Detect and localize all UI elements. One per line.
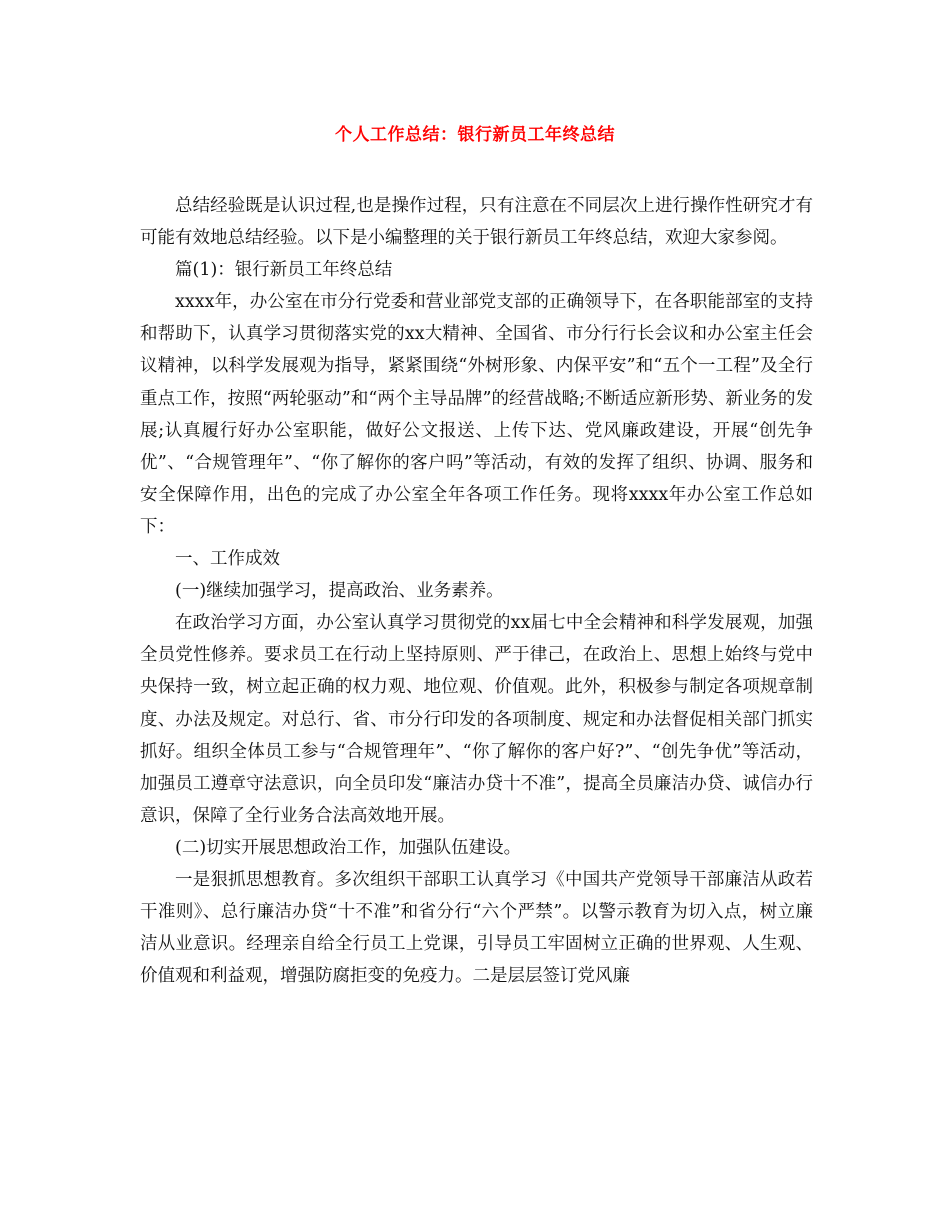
paragraph-overview: xxxx年，办公室在市分行党委和营业部党支部的正确领导下，在各职能部室的支持和帮助下，认真学习贯彻落实党的xx大精神、全国省、市分行行长会议和办公室主任会议精神，以科学发展观为指导，紧紧围绕“外树形象、内保平安”和“五个一工程”及全行重点工作，按照“两轮驱动”和“两个主导品牌”的经营战略;不断适应新形势、新业务的发展;认真履行好办公室职能，做好公文报送、上传下达、党风廉政建设，开展“创先争优”、“合规管理年”、“你了解你的客户吗”等活动，有效的发挥了组织、协调、服务和安全保障作用，出色的完成了办公室全年各项工作任务。现将xxxx年办公室工作总如下：: [140, 292, 813, 537]
section-heading: 一、工作成效: [175, 549, 280, 570]
paragraph-intro: 总结经验既是认识过程,也是操作过程，只有注意在不同层次上进行操作性研究才有可能有效地总结经验。以下是小编整理的关于银行新员工年终总结，欢迎大家参阅。: [140, 196, 813, 249]
document-body: [140, 190, 813, 992]
subsection-heading: (二)切实开展思想政治工作，加强队伍建设。: [175, 837, 522, 858]
section-heading: 篇(1)：银行新员工年终总结: [175, 260, 393, 281]
document-title: 个人工作总结：银行新员工年终总结: [335, 125, 615, 145]
subsection-heading: (一)继续加强学习，提高政治、业务素养。: [175, 581, 504, 602]
paragraph-political-study: 在政治学习方面，办公室认真学习贯彻党的xx届七中全会精神和科学发展观，加强全员党性修养。要求员工在行动上坚持原则、严于律己，在政治上、思想上始终与党中央保持一致，树立起正确的权力观、地位观、价值观。此外，积极参与制定各项规章制度、办法及规定。对总行、省、市分行印发的各项制度、规定和办法督促相关部门抓实抓好。组织全体员工参与“合规管理年”、“你了解你的客户好?”、“创先争优”等活动，加强员工遵章守法意识，向全员印发“廉洁办贷十不准”，提高全员廉洁办贷、诚信办行意识，保障了全行业务合法高效地开展。: [140, 613, 813, 826]
paragraph-ideological-education: 一是狠抓思想教育。多次组织干部职工认真学习《中国共产党领导干部廉洁从政若干准则》、总行廉洁办贷“十不准”和省分行“六个严禁”。以警示教育为切入点，树立廉洁从业意识。经理亲自给全行员工上党课，引导员工牢固树立正确的世界观、人生观、价值观和利益观，增强防腐拒变的免疫力。二是层层签订党风廉: [140, 869, 813, 987]
